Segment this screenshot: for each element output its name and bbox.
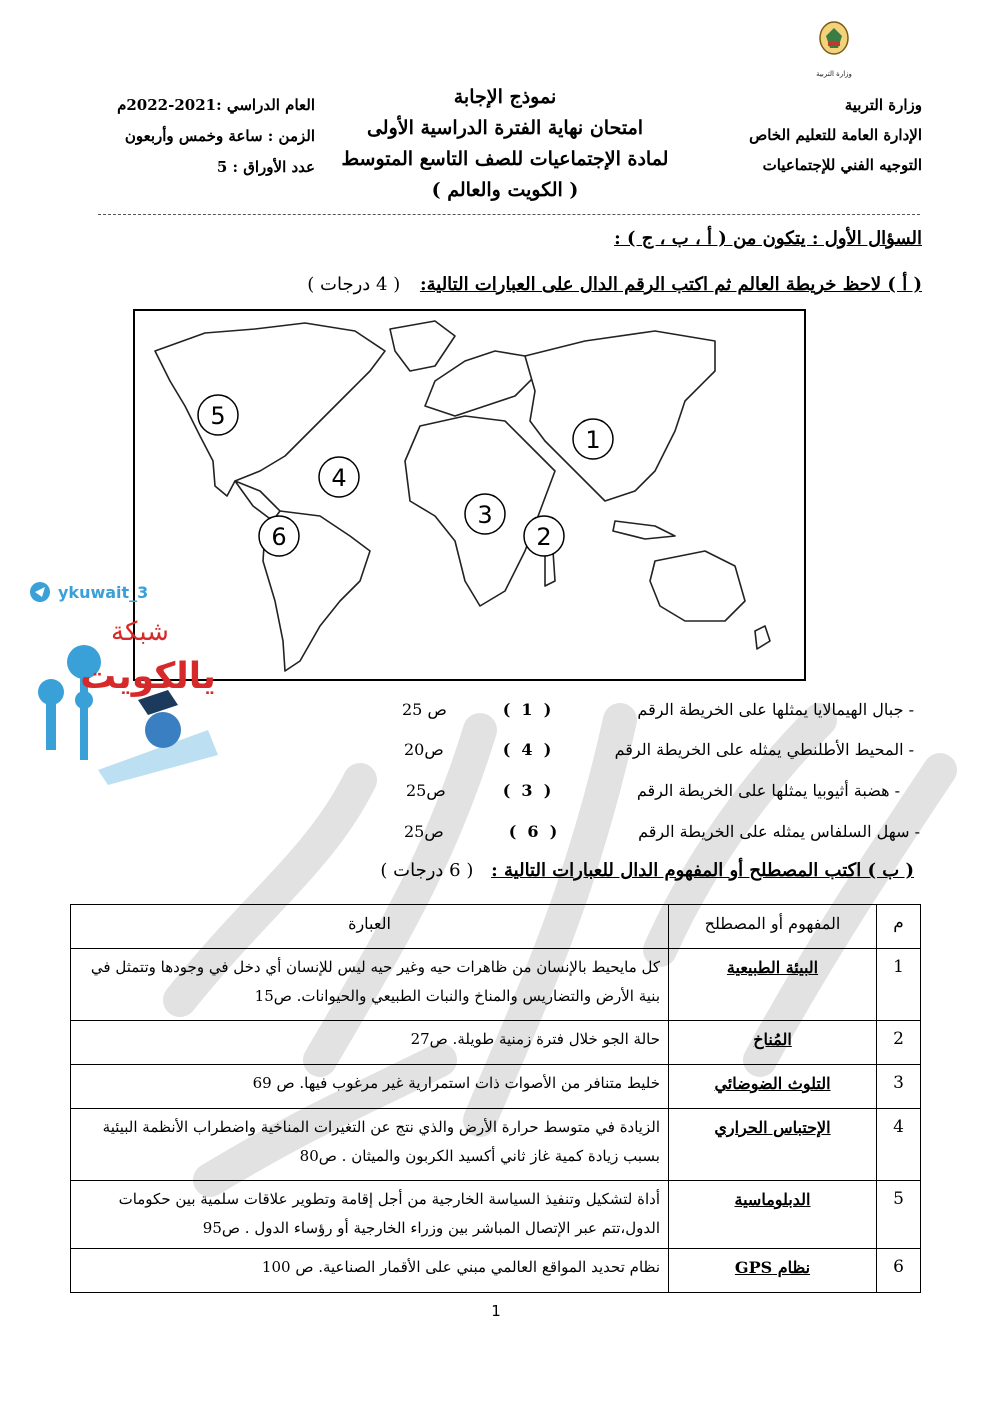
part-b-marks: ( 6 درجات ) — [380, 860, 474, 881]
sheet-count: عدد الأوراق : 5 — [216, 158, 315, 176]
answer-row-2 — [615, 740, 914, 759]
map-label-4-text: 4 — [331, 464, 347, 492]
answer-row-3 — [637, 781, 900, 800]
row-term: المُناخ — [669, 1021, 877, 1065]
answer-page-2: ص20 — [404, 740, 444, 759]
row-number: 1 — [877, 949, 921, 1021]
row-term: التلوث الضوضائي — [669, 1065, 877, 1109]
header-left — [100, 90, 315, 183]
answer-page-1: ص 25 — [402, 700, 447, 719]
column-header-term: المفهوم أو المصطلح — [669, 905, 877, 949]
table-row — [71, 1021, 921, 1065]
column-header-number: م — [877, 905, 921, 949]
map-label-3-text: 3 — [477, 501, 493, 529]
answer-statement: - المحيط الأطلنطي يمثله على الخريطة الرقم — [614, 740, 914, 759]
row-term: الإحتباس الحراري — [669, 1109, 877, 1181]
table-row — [71, 949, 921, 1021]
new-zealand-outline — [755, 626, 770, 649]
map-label-1 — [573, 419, 613, 459]
table-row — [71, 1109, 921, 1181]
page-title: نموذج الإجابة — [453, 86, 557, 108]
map-label-6 — [259, 516, 299, 556]
terms-table — [70, 904, 921, 1293]
row-number: 5 — [877, 1181, 921, 1249]
map-label-2 — [524, 516, 564, 556]
unit-line: ( الكويت والعالم ) — [431, 179, 579, 201]
answer-statement: - سهل السلفاس يمثله على الخريطة الرقم — [638, 822, 920, 841]
logo-handle: ykuwait_3 — [58, 583, 149, 602]
exam-duration: الزمن : ساعة وخمس وأربعون — [124, 127, 315, 145]
australia-outline — [650, 551, 745, 621]
row-description: أداة لتشكيل وتنفيذ السياسة الخارجية من أجل إقامة وتطوير علاقات سلمية بين حكومات الدول،تتم عبر الإتصال المباشر بين وزراء الخارجية أو رؤساء الدول . ص95 — [71, 1181, 669, 1249]
row-number: 2 — [877, 1021, 921, 1065]
row-number: 4 — [877, 1109, 921, 1181]
header-divider — [98, 214, 920, 215]
site-logo — [28, 580, 228, 790]
answer-number-1: ( 1 ) — [502, 700, 552, 719]
exam-title: امتحان نهاية الفترة الدراسية الأولى — [366, 117, 644, 139]
column-header-description: العبارة — [71, 905, 669, 949]
map-label-5 — [198, 395, 238, 435]
table-header-row — [71, 905, 921, 949]
department-line: الإدارة العامة للتعليم الخاص — [749, 126, 922, 144]
part-a-heading — [307, 274, 922, 295]
table-row — [71, 1181, 921, 1249]
row-description: حالة الجو خلال فترة زمنية طويلة. ص27 — [71, 1021, 669, 1065]
row-number: 3 — [877, 1065, 921, 1109]
map-label-1-text: 1 — [585, 426, 601, 454]
emblem-caption: وزارة التربية — [816, 70, 852, 78]
row-term: نظام GPS — [669, 1249, 877, 1293]
kuwait-emblem — [816, 20, 852, 78]
answer-page-3: ص25 — [406, 781, 446, 800]
row-term: البيئة الطبيعية — [669, 949, 877, 1021]
school-year: العام الدراسي :2021-2022م — [117, 96, 315, 114]
world-map — [133, 309, 806, 681]
header-right — [682, 90, 922, 180]
answer-row-1 — [637, 700, 914, 719]
logo-line-2: يالكويت — [80, 656, 216, 697]
map-label-4 — [319, 457, 359, 497]
page-number: 1 — [491, 1302, 501, 1320]
answer-page-4: ص25 — [404, 822, 444, 841]
table-row — [71, 1065, 921, 1109]
row-number: 6 — [877, 1249, 921, 1293]
row-term: الدبلوماسية — [669, 1181, 877, 1249]
answer-number-4: ( 6 ) — [508, 822, 558, 841]
europe-outline — [425, 351, 535, 416]
greenland-outline — [390, 321, 455, 371]
answer-statement: - جبال الهيمالايا يمثلها على الخريطة الرقم — [637, 700, 914, 719]
row-description: الزيادة في متوسط حرارة الأرض والذي نتج عن التغيرات المناخية واضطراب الأنظمة البيئية بسبب زيادة كمية غاز ثاني أكسيد الكربون والميثان . ص80 — [71, 1109, 669, 1181]
answer-number-2: ( 4 ) — [502, 740, 552, 759]
indonesia-outline — [613, 521, 675, 539]
supervision-line: التوجيه الفني للإجتماعيات — [762, 156, 922, 174]
part-b-instruction: ( ب ) اكتب المصطلح أو المفهوم الدال للعبارات التالية : — [491, 860, 914, 881]
table-row — [71, 1249, 921, 1293]
ministry-line: وزارة التربية — [844, 96, 922, 114]
map-label-2-text: 2 — [536, 523, 552, 551]
row-description: نظام تحديد المواقع العالمي مبني على الأقمار الصناعية. ص 100 — [71, 1249, 669, 1293]
header-center — [320, 82, 690, 206]
part-a-instruction: ( أ ) لاحظ خريطة العالم ثم اكتب الرقم الدال على العبارات التالية: — [419, 274, 922, 295]
answer-row-4 — [638, 822, 920, 841]
logo-line-1: شبكة — [111, 617, 169, 647]
part-b-heading — [380, 860, 914, 881]
row-description: خليط متنافر من الأصوات ذات استمرارية غير مرغوب فيها. ص 69 — [71, 1065, 669, 1109]
map-label-6-text: 6 — [271, 523, 287, 551]
part-a-marks: ( 4 درجات ) — [307, 274, 401, 295]
map-label-3 — [465, 494, 505, 534]
question-1-title: السؤال الأول : يتكون من ( أ ، ب ، ج ) : — [614, 228, 922, 249]
map-label-5-text: 5 — [210, 402, 226, 430]
subject-line: لمادة الإجتماعيات للصف التاسع المتوسط — [341, 148, 669, 170]
answer-statement: - هضبة أثيوبيا يمثلها على الخريطة الرقم — [636, 781, 900, 800]
answer-number-3: ( 3 ) — [502, 781, 552, 800]
row-description: كل ماي‍حيط بالإنسان من ظاهرات حيه وغير حيه ليس للإنسان أي دخل في وجودها وتتمثل في بنية الأرض والتضاريس والمناخ والنبات الطبيعي والحيوانات. ص15 — [71, 949, 669, 1021]
